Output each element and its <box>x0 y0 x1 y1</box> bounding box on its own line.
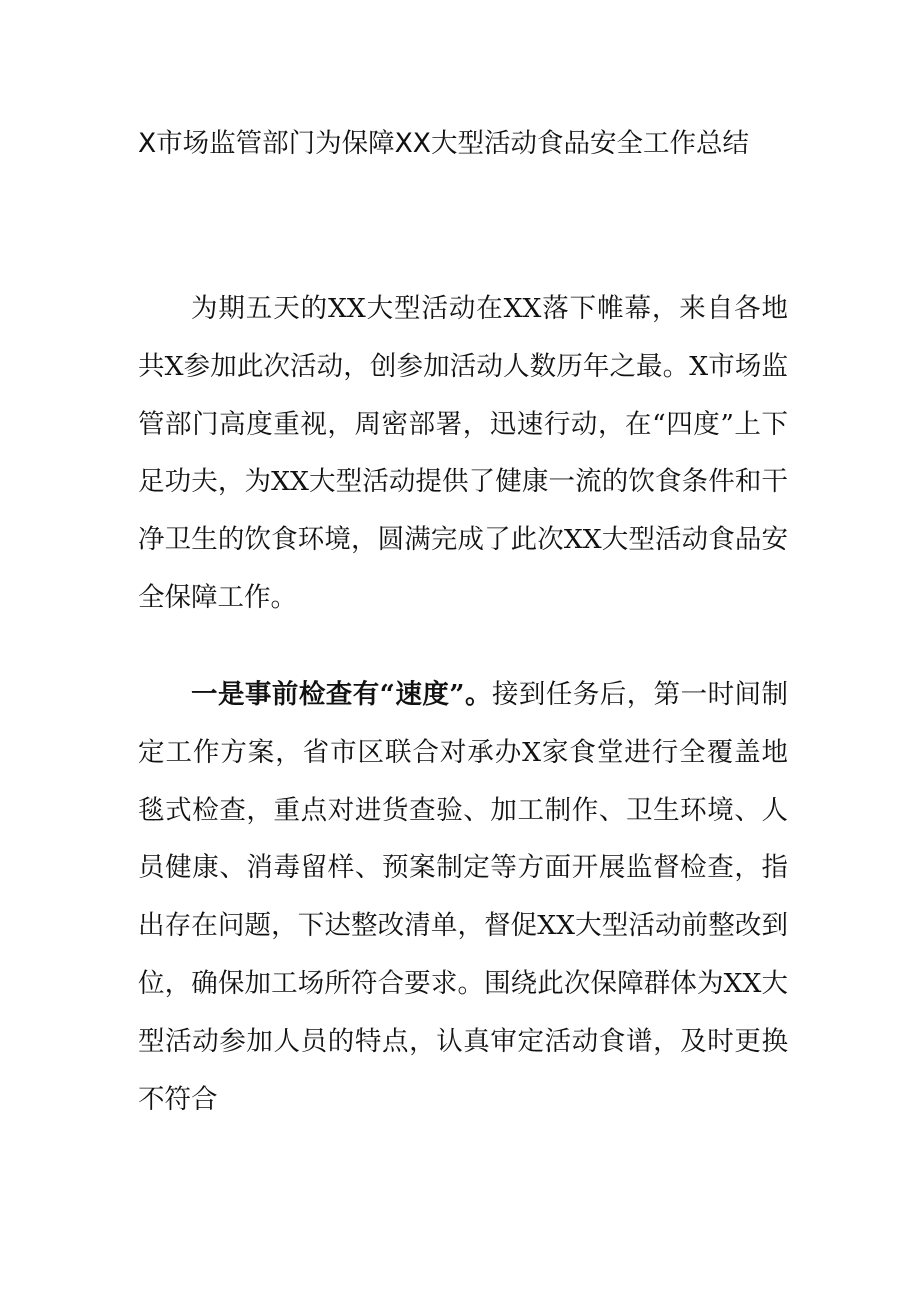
paragraph-lead-heading: 一是事前检查有“速度”。 <box>191 679 492 710</box>
paragraph-intro-text: 为期五天的XX大型活动在XX落下帷幕，来自各地共X参加此次活动，创参加活动人数历年之最。X市场监管部门高度重视，周密部署，迅速行动，在“四度”上下足功夫，为XX大型活动提供了健康一流的饮食条件和干净卫生的饮食环境，圆满完成了此次XX大型活动食品安全保障工作。 <box>138 293 788 613</box>
paragraph-point-one <box>138 666 788 1128</box>
paragraph-point-one-text: 接到任务后，第一时间制定工作方案，省市区联合对承办X家食堂进行全覆盖地毯式检查，重点对进货查验、加工制作、卫生环境、人员健康、消毒留样、预案制定等方面开展监督检查，指出存在问题，下达整改清单，督促XX大型活动前整改到位，确保加工场所符合要求。围绕此次保障群体为XX大型活动参加人员的特点，认真审定活动食谱，及时更换不符合 <box>138 679 788 1115</box>
paragraph-intro <box>138 280 788 627</box>
document-title: X市场监管部门为保障XX大型活动食品安全工作总结 <box>138 128 749 159</box>
